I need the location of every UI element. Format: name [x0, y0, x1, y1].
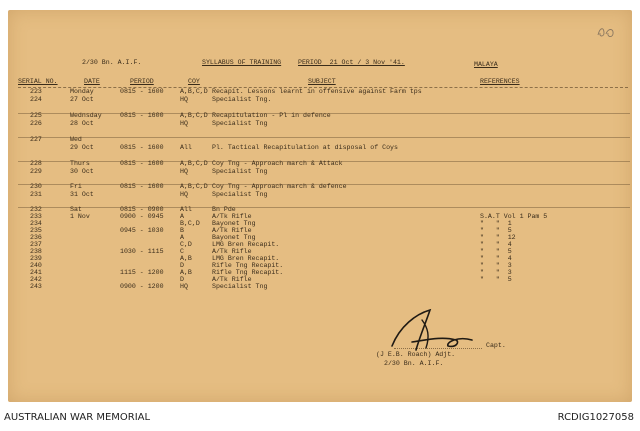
col-coy: COY — [188, 78, 200, 85]
cell-ref: S.A.T Vol 1 Pam 5 — [480, 213, 548, 220]
cell-period: 0815 - 1600 — [120, 144, 164, 151]
cell-period: 0815 - 1600 — [120, 88, 164, 95]
cell-serial: 223 — [30, 88, 42, 95]
col-references: REFERENCES — [480, 78, 520, 85]
archive-credit: AUSTRALIAN WAR MEMORIAL — [4, 412, 151, 423]
cell-date: Monday — [70, 88, 94, 95]
cell-subject: Bn Pde — [212, 206, 236, 213]
cell-ref: " " 5 — [480, 227, 512, 234]
cell-ref: " " 1 — [480, 220, 512, 227]
cell-subject: Rifle Tng Recapit. — [212, 269, 284, 276]
col-subject: SUBJECT — [308, 78, 336, 85]
cell-serial: 233 — [30, 213, 42, 220]
cell-ref: " " 3 — [480, 269, 512, 276]
signature-line — [394, 348, 482, 349]
col-serial: SERIAL NO. — [18, 78, 58, 85]
cell-subject: Rifle Tng Recapit. — [212, 262, 284, 269]
cell-date: Wed — [70, 136, 82, 143]
unit-heading: 2/30 Bn. A.I.F. — [82, 59, 142, 66]
cell-date: 29 Oct — [70, 144, 94, 151]
cell-date: Wednsday — [70, 112, 102, 119]
cell-coy: D — [180, 276, 184, 283]
cell-serial: 229 — [30, 168, 42, 175]
location-heading: MALAYA — [474, 61, 498, 68]
cell-coy: A,B,C,D — [180, 183, 208, 190]
row-separator — [18, 113, 630, 114]
cell-period: 0900 - 1200 — [120, 283, 164, 290]
cell-coy: HQ — [180, 120, 188, 127]
row-separator — [18, 207, 630, 208]
cell-serial: 237 — [30, 241, 42, 248]
cell-date: Sat — [70, 206, 82, 213]
cell-coy: HQ — [180, 191, 188, 198]
cell-period: 0945 - 1030 — [120, 227, 164, 234]
cell-date: 30 Oct — [70, 168, 94, 175]
cell-date: 1 Nov — [70, 213, 90, 220]
period-heading: PERIOD 21 Oct / 3 Nov '41. — [298, 59, 405, 66]
cell-serial: 227 — [30, 136, 42, 143]
cell-period: 1115 - 1200 — [120, 269, 164, 276]
cell-serial: 230 — [30, 183, 42, 190]
cell-date: 28 Oct — [70, 120, 94, 127]
signature-name: (J E.B. Roach) Adjt. — [376, 351, 456, 358]
cell-serial: 242 — [30, 276, 42, 283]
cell-ref: " " 12 — [480, 234, 516, 241]
cell-coy: B — [180, 227, 184, 234]
cell-subject: Recapit. Lessons learnt in offensive against Farm tps — [212, 88, 422, 95]
cell-coy: HQ — [180, 283, 188, 290]
cell-period: 0900 - 0945 — [120, 213, 164, 220]
cell-coy: A,B,C,D — [180, 112, 208, 119]
cell-ref: " " 5 — [480, 276, 512, 283]
row-separator — [18, 184, 630, 185]
cell-coy: A,B,C,D — [180, 160, 208, 167]
cell-serial: 235 — [30, 227, 42, 234]
cell-subject: LMG Bren Recapit. — [212, 255, 280, 262]
cell-serial: 225 — [30, 112, 42, 119]
cell-subject: Bayonet Tng — [212, 220, 256, 227]
cell-coy: A — [180, 234, 184, 241]
cell-coy: A,B — [180, 255, 192, 262]
cell-date: Fri — [70, 183, 82, 190]
cell-serial: 232 — [30, 206, 42, 213]
cell-serial: 226 — [30, 120, 42, 127]
cell-period: 0815 - 0900 — [120, 206, 164, 213]
col-date: DATE — [84, 78, 100, 85]
cell-ref: " " 5 — [480, 248, 512, 255]
cell-serial: 224 — [30, 96, 42, 103]
cell-serial: 234 — [30, 220, 42, 227]
cell-ref: " " 3 — [480, 262, 512, 269]
cell-subject: Bayonet Tng — [212, 234, 256, 241]
handwritten-signature — [386, 306, 478, 354]
cell-subject: Recapitulation - Pl in defence — [212, 112, 331, 119]
cell-coy: C — [180, 248, 184, 255]
cell-coy: A,B,C,D — [180, 88, 208, 95]
document-title: SYLLABUS OF TRAINING — [202, 59, 282, 66]
cell-date: 31 Oct — [70, 191, 94, 198]
cell-serial: 231 — [30, 191, 42, 198]
cell-subject: Specialist Tng — [212, 168, 268, 175]
pencil-annotation-icon — [596, 25, 618, 39]
cell-serial: 243 — [30, 283, 42, 290]
cell-coy: HQ — [180, 96, 188, 103]
document-page — [8, 10, 632, 402]
cell-serial: 240 — [30, 262, 42, 269]
cell-coy: All — [180, 144, 192, 151]
archive-id: RCDIG1027058 — [557, 412, 634, 423]
cell-coy: All — [180, 206, 192, 213]
cell-coy: HQ — [180, 168, 188, 175]
cell-subject: Specialist Tng — [212, 191, 268, 198]
signature-unit: 2/30 Bn. A.I.F. — [384, 360, 444, 367]
cell-subject: A/Tk Rifle — [212, 276, 252, 283]
cell-period: 0815 - 1600 — [120, 183, 164, 190]
cell-period: 0815 - 1600 — [120, 112, 164, 119]
cell-subject: Pl. Tactical Recapitulation at disposal of Coys — [212, 144, 398, 151]
cell-serial: 239 — [30, 255, 42, 262]
cell-serial: 228 — [30, 160, 42, 167]
cell-subject: Specialist Tng. — [212, 96, 272, 103]
cell-subject: LMG Bren Recapit. — [212, 241, 280, 248]
cell-subject: Coy Tng - Approach march & defence — [212, 183, 347, 190]
row-separator — [18, 137, 630, 138]
cell-date: Thurs — [70, 160, 90, 167]
cell-coy: A — [180, 213, 184, 220]
col-period: PERIOD — [130, 78, 154, 85]
cell-subject: A/Tk Rifle — [212, 213, 252, 220]
cell-period: 0815 - 1600 — [120, 160, 164, 167]
cell-coy: C,D — [180, 241, 192, 248]
cell-coy: A,B — [180, 269, 192, 276]
cell-subject: Specialist Tng — [212, 120, 268, 127]
cell-subject: Specialist Tng — [212, 283, 268, 290]
cell-coy: B,C,D — [180, 220, 200, 227]
cell-subject: A/Tk Rifle — [212, 227, 252, 234]
cell-period: 1030 - 1115 — [120, 248, 164, 255]
cell-serial: 241 — [30, 269, 42, 276]
cell-coy: D — [180, 262, 184, 269]
cell-date: 27 Oct — [70, 96, 94, 103]
signature-rank: Capt. — [486, 342, 506, 349]
cell-subject: A/Tk Rifle — [212, 248, 252, 255]
cell-serial: 236 — [30, 234, 42, 241]
cell-ref: " " 4 — [480, 255, 512, 262]
cell-ref: " " 4 — [480, 241, 512, 248]
row-separator — [18, 161, 630, 162]
cell-serial: 238 — [30, 248, 42, 255]
cell-subject: Coy Tng - Approach march & Attack — [212, 160, 343, 167]
